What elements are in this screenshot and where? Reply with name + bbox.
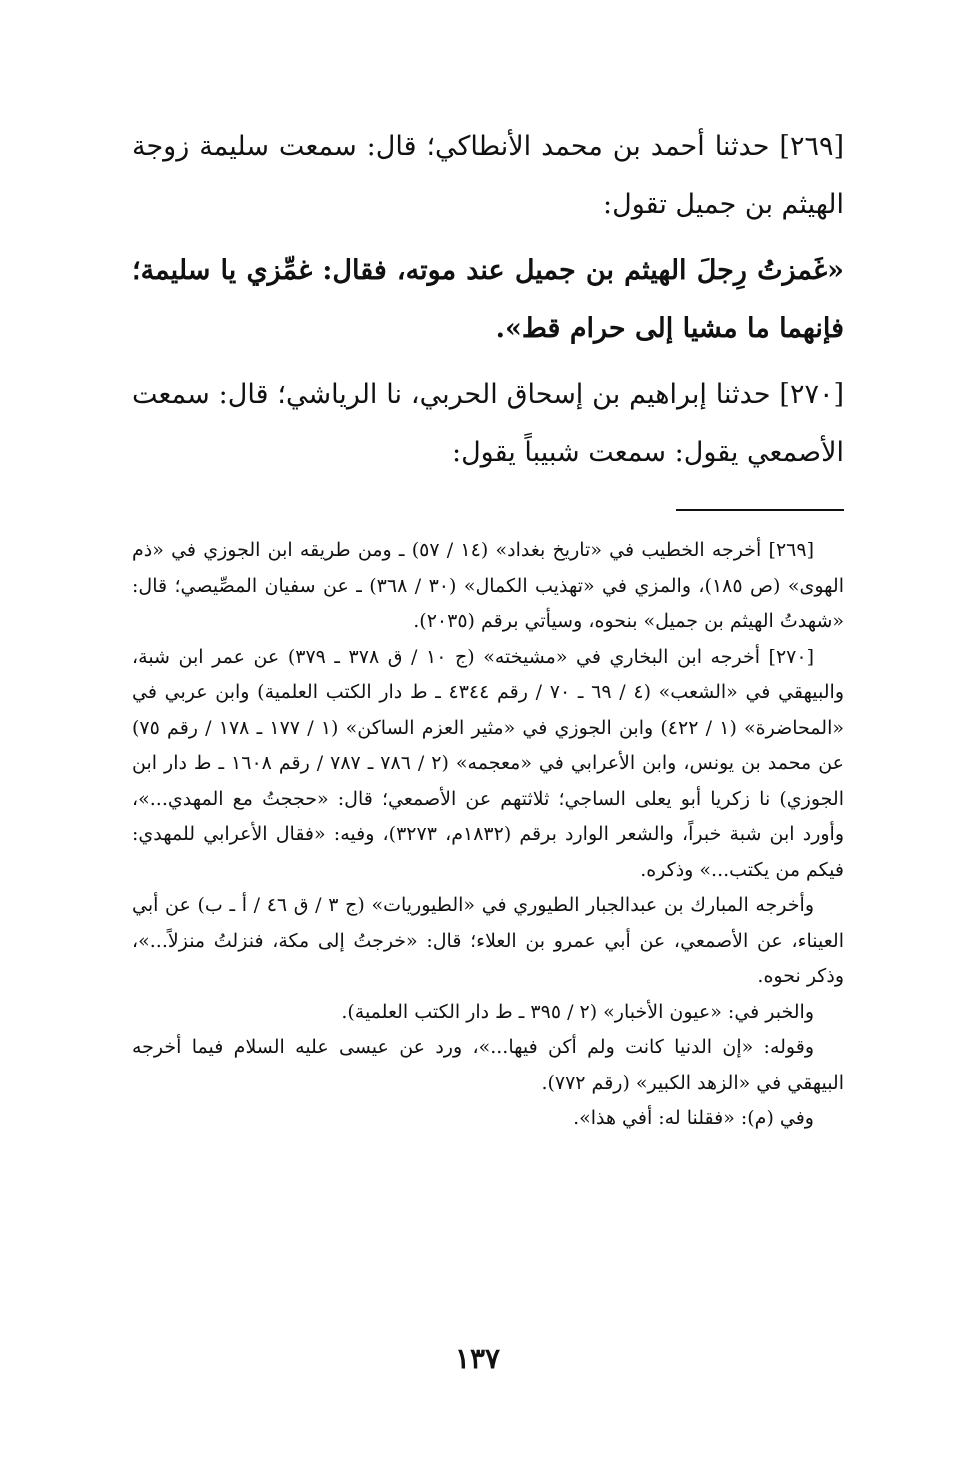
footnote-separator	[676, 509, 844, 511]
footnote-270-isa: وقوله: «إن الدنيا كانت ولم أكن فيها...»، ورد عن عيسى عليه السلام فيما أخرجه البيهقي في «الزهد الكبير» (رقم ٧٧٢).	[132, 1036, 844, 1094]
quote-269: «غَمزتُ رِجلَ الهيثم بن جميل عند موته، فقال: غمِّزي يا سليمة؛ فإنهما ما مشيا إلى حرام قط».	[132, 255, 844, 344]
main-text	[132, 118, 844, 490]
footnote-270-uyun: والخبر في: «عيون الأخبار» (٢ / ٣٩٥ ـ ط دار الكتب العلمية).	[341, 1000, 814, 1023]
narration-270: [٢٧٠] حدثنا إبراهيم بن إسحاق الحربي، نا الرياشي؛ قال: سمعت الأصمعي يقول: سمعت شبيباً يقول:	[132, 379, 844, 468]
footnotes	[132, 533, 844, 1137]
page-number: ١٣٧	[454, 1342, 501, 1375]
footnote-270-tayuriyyat: وأخرجه المبارك بن عبدالجبار الطيوري في «الطيوريات» (ج ٣ / ق ٤٦ / أ ـ ب) عن أبي العيناء، عن الأصمعي، عن أبي عمرو بن العلاء؛ قال: «خرجتُ إلى مكة، فنزلتُ منزلاً...»، وذكر نحوه.	[132, 894, 844, 987]
footnote-270: [٢٧٠] أخرجه ابن البخاري في «مشيخته» (ج ١٠ / ق ٣٧٨ ـ ٣٧٩) عن عمر ابن شبة، والبيهقي في «الشعب» (٤ / ٦٩ ـ ٧٠ / رقم ٤٣٤٤ ـ ط دار الكتب العلمية) وابن عربي في «المحاضرة» (١ / ٤٢٢) وابن الجوزي في «مثير العزم الساكن» (١ / ١٧٧ ـ ١٧٨ / رقم ٧٥) عن محمد بن يونس، وابن الأعرابي في «معجمه» (٢ / ٧٨٦ ـ ٧٨٧ / رقم ١٦٠٨ ـ ط دار ابن الجوزي) نا زكريا أبو يعلى الساجي؛ ثلاثتهم عن الأصمعي؛ قال: «حججتُ مع المهدي...»، وأورد ابن شبة خبراً، والشعر الوارد برقم (١٨٣٢م، ٣٢٧٣)، وفيه: «فقال الأعرابي للمهدي: فيكم من يكتب...» وذكره.	[132, 645, 844, 881]
footnote-269: [٢٦٩] أخرجه الخطيب في «تاريخ بغداد» (١٤ / ٥٧) ـ ومن طريقه ابن الجوزي في «ذم الهوى» (ص ١٨٥)، والمزي في «تهذيب الكمال» (٣٠ / ٣٦٨) ـ عن سفيان المصِّيصي؛ قال: «شهدتُ الهيثم بن جميل» بنحوه، وسيأتي برقم (٢٠٣٥).	[132, 539, 844, 632]
footnote-270-variant: وفي (م): «فقلنا له: أفي هذا».	[573, 1107, 814, 1129]
narration-269: [٢٦٩] حدثنا أحمد بن محمد الأنطاكي؛ قال: سمعت سليمة زوجة الهيثم بن جميل تقول:	[132, 131, 844, 220]
